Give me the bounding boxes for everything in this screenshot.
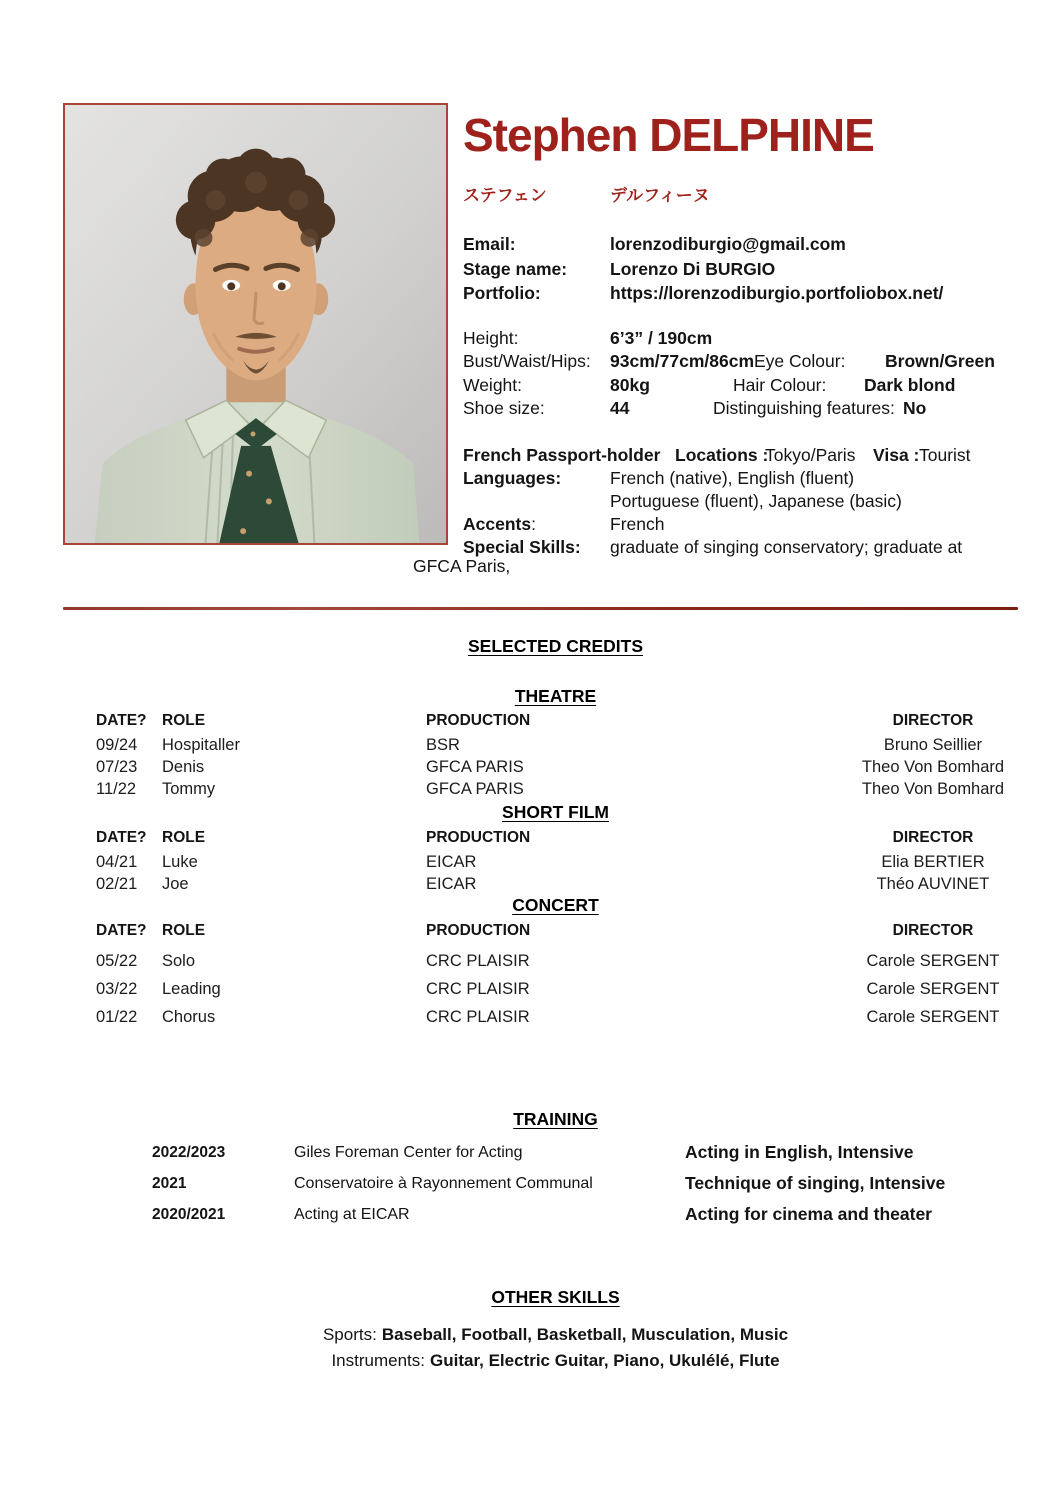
- special-skills-line1: graduate of singing conservatory; graduate at: [610, 536, 963, 557]
- table-row: [63, 778, 1018, 800]
- short-film-heading: SHORT FILM: [502, 802, 609, 822]
- cell-role: Solo: [162, 952, 196, 970]
- visa-label: Visa :: [873, 444, 920, 465]
- weight-hair-row: [463, 374, 1023, 398]
- cell-production: CRC PLAISIR: [426, 1008, 530, 1026]
- cell-director: Bruno Seillier: [883, 736, 983, 754]
- short-film-column-headers: [63, 827, 1018, 849]
- concert-column-headers: [63, 920, 1018, 942]
- instruments-label: Instruments:: [331, 1351, 425, 1370]
- col-date: DATE?: [96, 712, 147, 729]
- training-course: Technique of singing, Intensive: [685, 1173, 946, 1193]
- col-production: PRODUCTION: [426, 712, 531, 729]
- cell-date: 07/23: [96, 758, 138, 776]
- col-director: DIRECTOR: [892, 922, 974, 939]
- cell-role: Joe: [162, 875, 189, 893]
- email-value[interactable]: lorenzodiburgio@gmail.com: [610, 234, 846, 254]
- training-school: Giles Foreman Center for Acting: [294, 1144, 523, 1161]
- cell-director: Theo Von Bomhard: [861, 758, 1005, 776]
- resume-body: [63, 607, 1018, 1374]
- instruments-line: [63, 1348, 1018, 1374]
- col-date: DATE?: [96, 922, 147, 939]
- distinguishing-features-value: No: [903, 398, 927, 418]
- table-row: [63, 734, 1018, 756]
- height-label: Height:: [463, 327, 519, 348]
- cell-director: Theo Von Bomhard: [861, 780, 1005, 798]
- portfolio-row: [463, 281, 1023, 306]
- theatre-column-headers: [63, 710, 1018, 732]
- bwh-value: 93cm/77cm/86cm: [610, 351, 754, 371]
- cell-director: Elia BERTIER: [881, 853, 985, 871]
- bwh-eye-row: [463, 350, 1023, 374]
- accents-row: [463, 513, 1023, 536]
- languages-label: Languages:: [463, 467, 562, 488]
- page-title: Stephen DELPHINE: [463, 109, 874, 161]
- hair-colour-value: Dark blond: [864, 374, 956, 395]
- col-director: DIRECTOR: [892, 829, 974, 846]
- email-label: Email:: [463, 234, 516, 254]
- cell-date: 01/22: [96, 1008, 138, 1026]
- physical-stats-block: [463, 327, 1023, 421]
- cell-production: CRC PLAISIR: [426, 980, 530, 998]
- bwh-label: Bust/Waist/Hips:: [463, 351, 591, 371]
- languages-line1: French (native), English (fluent): [610, 467, 855, 488]
- col-role: ROLE: [162, 829, 206, 846]
- training-school: Acting at EICAR: [294, 1206, 410, 1223]
- concert-heading: CONCERT: [512, 895, 599, 915]
- cell-date: 02/21: [96, 875, 138, 893]
- katakana-first-name: ステフェン: [463, 186, 547, 205]
- special-skills-label: Special Skills:: [463, 536, 581, 557]
- cell-role: Hospitaller: [162, 736, 240, 754]
- other-skills-title: OTHER SKILLS: [491, 1287, 620, 1307]
- table-row: [63, 851, 1018, 873]
- training-row: [63, 1137, 1018, 1168]
- languages-line2: Portuguese (fluent), Japanese (basic): [610, 490, 902, 511]
- weight-value: 80kg: [610, 374, 650, 395]
- stage-name-label: Stage name:: [463, 258, 568, 279]
- cell-role: Chorus: [162, 1008, 216, 1026]
- contact-block: [463, 232, 1023, 306]
- special-skills-row: [463, 536, 1023, 559]
- theatre-heading: THEATRE: [514, 686, 597, 706]
- training-period: 2021: [152, 1175, 187, 1192]
- table-row: [63, 975, 1018, 1003]
- cell-production: CRC PLAISIR: [426, 952, 530, 970]
- locations-label: Locations :: [675, 444, 769, 465]
- cell-production: EICAR: [426, 875, 477, 893]
- cell-date: 11/22: [96, 780, 137, 798]
- cell-role: Denis: [162, 758, 205, 776]
- cell-role: Tommy: [162, 780, 216, 798]
- cell-date: 03/22: [96, 980, 138, 998]
- cell-role: Leading: [162, 980, 221, 998]
- katakana-last-name: デルフィーヌ: [610, 186, 710, 205]
- portfolio-label: Portfolio:: [463, 283, 541, 303]
- languages-row2: [463, 490, 1023, 513]
- headshot-illustration: [65, 105, 446, 543]
- col-date: DATE?: [96, 829, 147, 846]
- table-row: [63, 1003, 1018, 1031]
- col-production: PRODUCTION: [426, 922, 531, 939]
- status-block: [463, 444, 1023, 559]
- section-divider: [63, 607, 1018, 610]
- sports-value: Baseball, Football, Basketball, Musculation, Music: [381, 1325, 789, 1344]
- training-course: Acting in English, Intensive: [685, 1142, 914, 1162]
- weight-label: Weight:: [463, 374, 523, 395]
- shoe-features-row: [463, 397, 1023, 421]
- cell-production: EICAR: [426, 853, 477, 871]
- passport-holder: French Passport-holder: [463, 444, 661, 465]
- cell-production: GFCA PARIS: [426, 780, 524, 798]
- header-info: [463, 110, 1023, 559]
- spacer: [463, 490, 610, 513]
- sports-label: Sports:: [322, 1325, 377, 1344]
- accents-label: Accents:: [463, 513, 536, 534]
- training-school: Conservatoire à Rayonnement Communal: [294, 1175, 593, 1192]
- cell-director: Théo AUVINET: [876, 875, 990, 893]
- stage-name-row: [463, 257, 1023, 282]
- shoe-size-value: 44: [610, 398, 630, 418]
- visa-value: Tourist: [919, 444, 971, 465]
- training-title: TRAINING: [513, 1109, 598, 1129]
- portfolio-url[interactable]: https://lorenzodiburgio.portfoliobox.net/: [610, 283, 944, 303]
- headshot-photo: [63, 103, 448, 545]
- stage-name-value: Lorenzo Di BURGIO: [610, 258, 776, 279]
- eye-colour-label: Eye Colour:: [754, 351, 846, 371]
- selected-credits-title: SELECTED CREDITS: [467, 636, 644, 656]
- eye-colour-value: Brown/Green: [885, 351, 995, 371]
- languages-row: [463, 467, 1023, 490]
- cell-role: Luke: [162, 853, 198, 871]
- col-production: PRODUCTION: [426, 829, 531, 846]
- passport-row: [463, 444, 1023, 467]
- table-row: [63, 873, 1018, 895]
- cell-date: 09/24: [96, 736, 138, 754]
- training-row: [63, 1199, 1018, 1230]
- distinguishing-features-label: Distinguishing features:: [713, 398, 895, 418]
- col-role: ROLE: [162, 922, 206, 939]
- cell-date: 04/21: [96, 853, 138, 871]
- cell-director: Carole SERGENT: [866, 952, 1000, 970]
- training-period: 2022/2023: [152, 1144, 226, 1161]
- special-skills-line2: GFCA Paris,: [413, 556, 511, 576]
- hair-colour-label: Hair Colour:: [733, 374, 827, 395]
- table-row: [63, 947, 1018, 975]
- cell-production: GFCA PARIS: [426, 758, 524, 776]
- height-row: [463, 327, 1023, 351]
- table-row: [63, 756, 1018, 778]
- name-katakana: [463, 181, 1023, 206]
- cell-date: 05/22: [96, 952, 138, 970]
- instruments-value: Guitar, Electric Guitar, Piano, Ukulélé, Flute: [430, 1351, 780, 1370]
- locations-value: Tokyo/Paris: [765, 444, 856, 465]
- cell-director: Carole SERGENT: [866, 980, 1000, 998]
- accents-value: French: [610, 513, 665, 534]
- height-value: 6’3” / 190cm: [610, 327, 713, 348]
- training-course: Acting for cinema and theater: [685, 1204, 932, 1224]
- sports-line: [63, 1322, 1018, 1348]
- training-period: 2020/2021: [152, 1206, 226, 1223]
- col-role: ROLE: [162, 712, 206, 729]
- email-row: [463, 232, 1023, 257]
- col-director: DIRECTOR: [892, 712, 974, 729]
- cell-director: Carole SERGENT: [866, 1008, 1000, 1026]
- cell-production: BSR: [426, 736, 460, 754]
- training-row: [63, 1168, 1018, 1199]
- shoe-size-label: Shoe size:: [463, 398, 545, 418]
